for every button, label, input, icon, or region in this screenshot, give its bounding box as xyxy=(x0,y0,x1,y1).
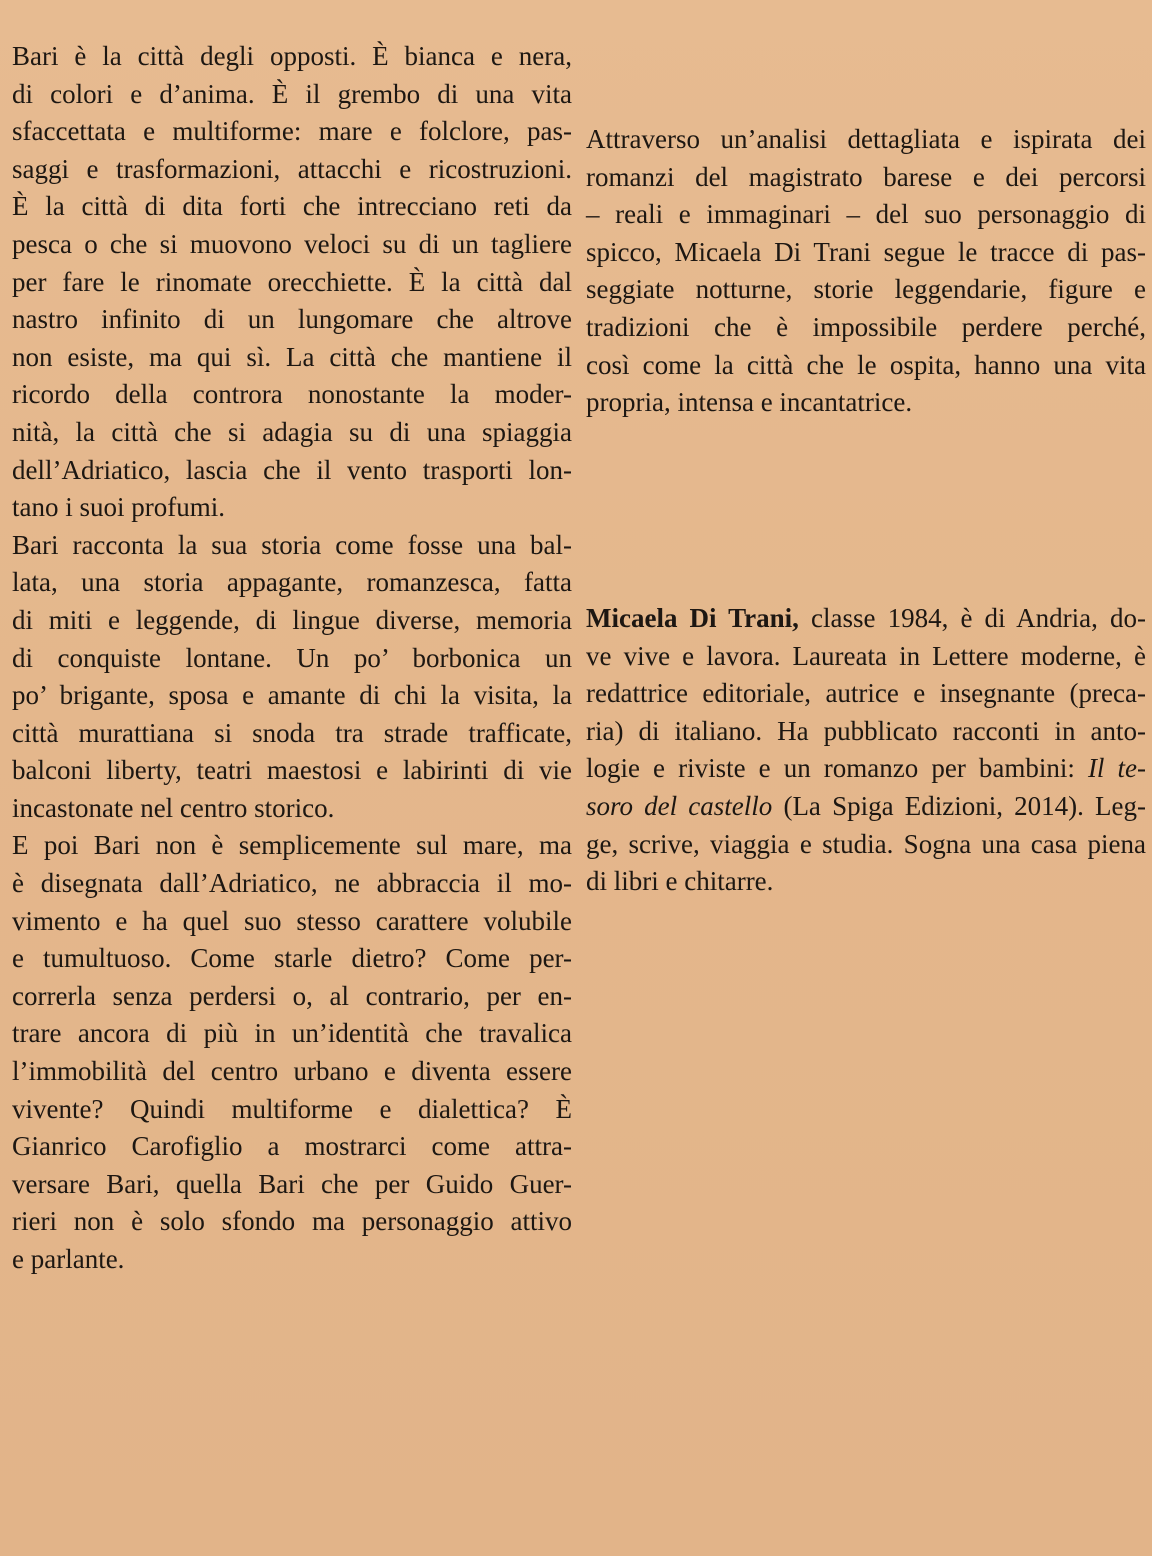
text-line: ricordo della controra nonostante la moder- xyxy=(12,379,572,410)
text-line: saggi e trasformazioni, attacchi e ricostruzioni. xyxy=(12,153,572,184)
text-line: pesca o che si muovono veloci su di un tagliere xyxy=(12,228,572,259)
bio-text: logie e riviste e un romanzo per bambini: xyxy=(586,753,1088,784)
author-bio xyxy=(586,600,1146,901)
text-line: tradizioni che è impossibile perdere perché, xyxy=(586,311,1146,342)
text-line: incastonate nel centro storico. xyxy=(12,792,335,823)
bio-text: (La Spiga Edizioni, 2014). Leg- xyxy=(772,790,1146,821)
text-line: di colori e d’anima. È il grembo di una vita xyxy=(12,78,572,109)
text-line: spicco, Micaela Di Trani segue le tracce di pas- xyxy=(586,236,1146,267)
text-line: non esiste, ma qui sì. La città che mantiene il xyxy=(12,341,572,372)
text-line: e tumultuoso. Come starle dietro? Come per- xyxy=(12,943,572,974)
text-line: trare ancora di più in un’identità che travalica xyxy=(12,1018,572,1049)
text-line: città murattiana si snoda tra strade trafficate, xyxy=(12,717,572,748)
text-line: nastro infinito di un lungomare che altrove xyxy=(12,304,572,335)
text-line: È la città di dita forti che intrecciano reti da xyxy=(12,191,572,222)
text-line: Bari racconta la sua storia come fosse una bal- xyxy=(12,529,572,560)
text-line: – reali e immaginari – del suo personaggio di xyxy=(586,199,1146,230)
text-line: è disegnata dall’Adriatico, ne abbraccia il mo- xyxy=(12,868,572,899)
bio-line xyxy=(586,600,1146,638)
text-line: correrla senza perdersi o, al contrario, per en- xyxy=(12,980,572,1011)
text-line: per fare le rinomate orecchiette. È la città dal xyxy=(12,266,572,297)
author-name: Micaela Di Trani, xyxy=(586,603,799,633)
text-line: di miti e leggende, di lingue diverse, memoria xyxy=(12,604,572,635)
text-line: e parlante. xyxy=(12,1244,125,1274)
text-line: Bari è la città degli opposti. È bianca e nera, xyxy=(12,41,572,71)
text-line: rieri non è solo sfondo ma personaggio attivo xyxy=(12,1206,572,1237)
text-line: vimento e ha quel suo stesso carattere volubile xyxy=(12,905,572,936)
bio-line: di libri e chitarre. xyxy=(586,866,774,897)
text-line: po’ brigante, sposa e amante di chi la visita, la xyxy=(12,680,572,711)
left-text-column xyxy=(12,38,572,1279)
text-line: così come la città che le ospita, hanno una vita xyxy=(586,349,1146,380)
right-intro-paragraph xyxy=(586,121,1146,422)
text-line: Gianrico Carofiglio a mostrarci come attra- xyxy=(12,1131,572,1162)
text-line: sfaccettata e multiforme: mare e folclore, pas- xyxy=(12,116,572,147)
left-paragraph-2 xyxy=(12,527,572,828)
bio-line: redattrice editoriale, autrice e insegnante (preca- xyxy=(586,678,1146,709)
text-line: l’immobilità del centro urbano e diventa essere xyxy=(12,1056,572,1087)
left-paragraph-3 xyxy=(12,827,572,1278)
text-line: nità, la città che si adagia su di una spiaggia xyxy=(12,416,572,447)
text-line: seggiate notturne, storie leggendarie, figure e xyxy=(586,274,1146,305)
book-title: Il te- xyxy=(1087,753,1146,784)
bio-line: ge, scrive, viaggia e studia. Sogna una casa piena xyxy=(586,828,1146,859)
text-line: E poi Bari non è semplicemente sul mare, ma xyxy=(12,830,572,861)
bio-text: classe 1984, è di Andria, do- xyxy=(798,603,1146,633)
text-line: dell’Adriatico, lascia che il vento trasporti lon- xyxy=(12,454,572,485)
left-paragraph-1 xyxy=(12,38,572,527)
text-line: propria, intensa e incantatrice. xyxy=(586,387,913,418)
bio-line xyxy=(586,788,1146,826)
bio-line: ria) di italiano. Ha pubblicato racconti in anto- xyxy=(586,715,1146,746)
bio-line: ve vive e lavora. Laureata in Lettere moderne, è xyxy=(586,640,1146,671)
bio-line xyxy=(586,750,1146,788)
text-line: romanzi del magistrato barese e dei percorsi xyxy=(586,161,1146,192)
text-line: balconi liberty, teatri maestosi e labirinti di vie xyxy=(12,755,572,786)
text-line: di conquiste lontane. Un po’ borbonica un xyxy=(12,642,572,673)
text-line: vivente? Quindi multiforme e dialettica? È xyxy=(12,1093,572,1124)
text-line: Attraverso un’analisi dettagliata e ispirata dei xyxy=(586,124,1146,154)
text-line: lata, una storia appagante, romanzesca, fatta xyxy=(12,567,572,598)
book-title: soro del castello xyxy=(586,790,773,821)
text-line: tano i suoi profumi. xyxy=(12,492,225,523)
text-line: versare Bari, quella Bari che per Guido Guer- xyxy=(12,1168,572,1199)
